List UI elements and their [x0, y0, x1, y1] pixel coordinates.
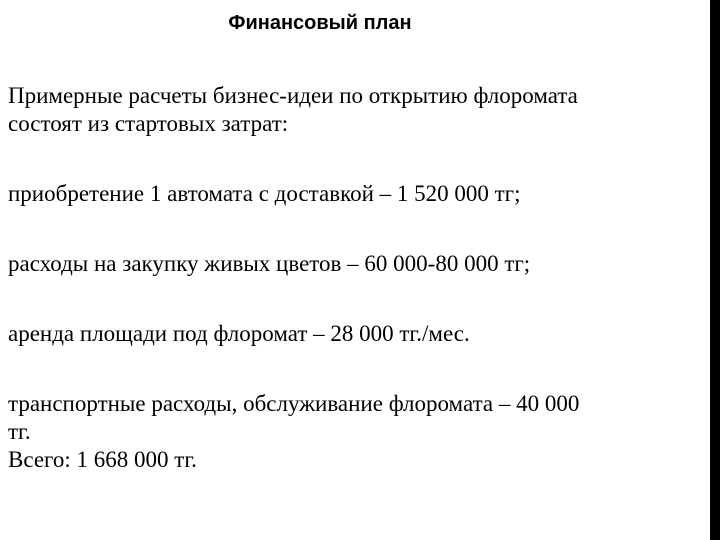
total-line: Всего: 1 668 000 тг.: [8, 447, 197, 472]
slide-body: [8, 82, 712, 474]
intro-paragraph: [8, 82, 712, 138]
slide-title: Финансовый план: [228, 12, 412, 34]
cost-item-rent: аренда площади под флоромат – 28 000 тг./мес.: [8, 321, 470, 346]
cost-item-flowers: расходы на закупку живых цветов – 60 000-80 000 тг;: [8, 251, 531, 276]
cost-item-transport-line-1: транспортные расходы, обслуживание флоромата – 40 000: [8, 391, 580, 416]
intro-line-1: Примерные расчеты бизнес-идеи по открытию флоромата: [8, 83, 578, 108]
cost-item-transport-line-2: тг.: [8, 419, 31, 444]
cost-item-machine: приобретение 1 автомата с доставкой – 1 520 000 тг;: [8, 181, 521, 206]
intro-line-2: состоят из стартовых затрат:: [8, 111, 289, 136]
cost-item-transport: [8, 390, 712, 474]
